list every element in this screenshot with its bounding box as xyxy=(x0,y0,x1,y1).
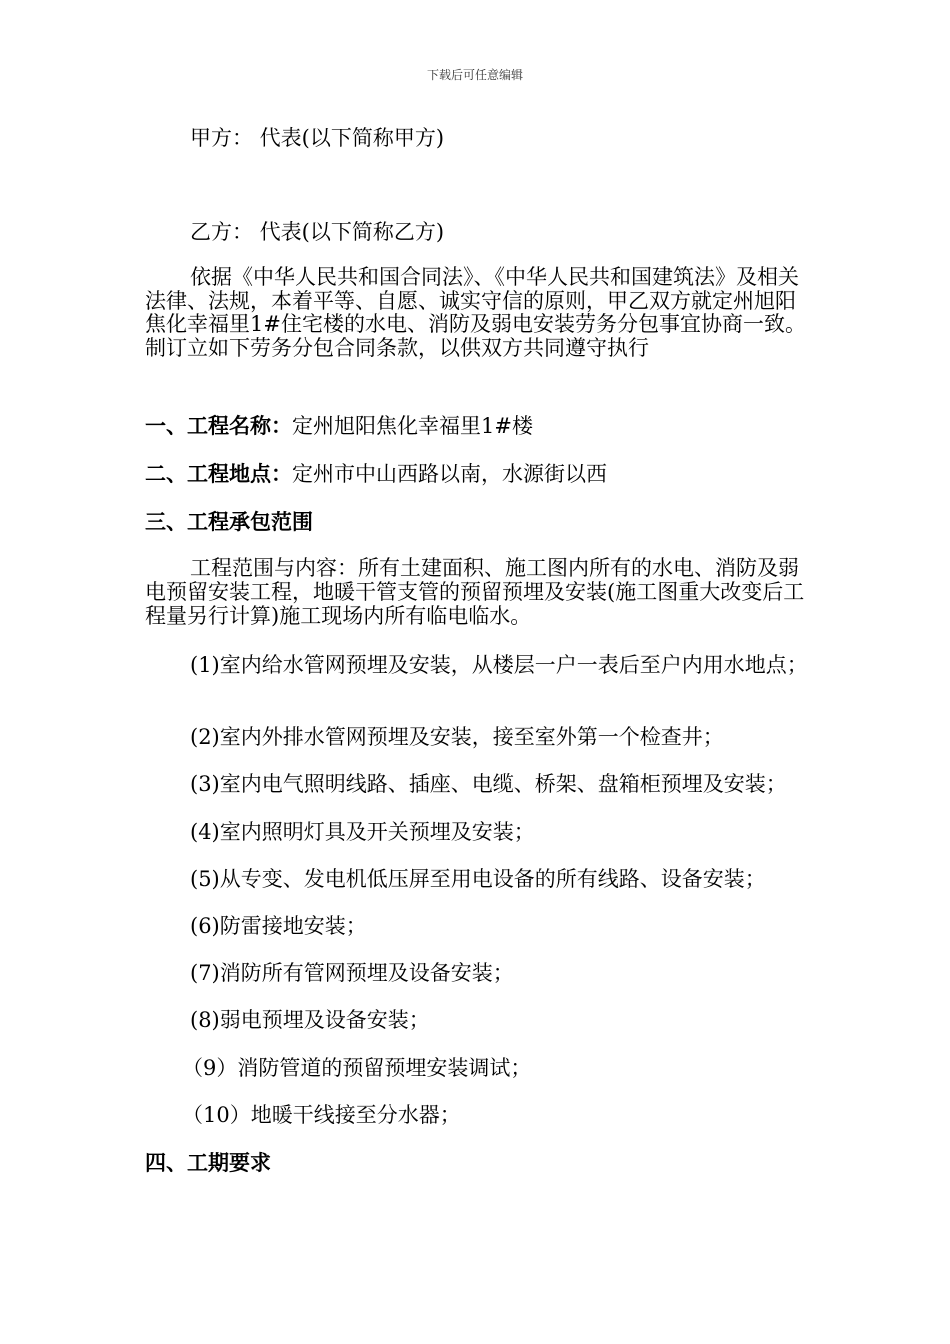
section-project-name-value: 定州旭阳焦化幸福里1#楼 xyxy=(292,414,533,438)
section-schedule-heading: 四、工期要求 xyxy=(145,1151,271,1175)
scope-item-5: (5)从专变、发电机低压屏至用电设备的所有线路、设备安装； xyxy=(190,867,766,891)
scope-item-6: (6)防雷接地安装； xyxy=(190,914,367,938)
scope-intro-paragraph: 工程范围与内容：所有土建面积、施工图内所有的水电、消防及弱电预留安装工程，地暖干管支管的预留预埋及安装(施工图重大改变后工程量另行计算)施工现场内所有临电临水。 xyxy=(145,556,805,628)
section-project-name xyxy=(145,414,825,438)
section-project-location-value: 定州市中山西路以南，水源街以西 xyxy=(292,462,607,486)
scope-item-1: (1)室内给水管网预埋及安装，从楼层一户一表后至户内用水地点； xyxy=(190,653,808,677)
scope-item-4: (4)室内照明灯具及开关预埋及安装； xyxy=(190,820,535,844)
scope-item-7: (7)消防所有管网预埋及设备安装； xyxy=(190,961,514,985)
scope-item-9: （9）消防管道的预留预埋安装调试； xyxy=(182,1056,532,1080)
party-b-line: 乙方： 代表(以下简称乙方) xyxy=(190,220,445,244)
section-project-name-label: 一、工程名称： xyxy=(145,414,292,438)
party-a-line: 甲方： 代表(以下简称甲方) xyxy=(190,126,445,150)
section-project-location xyxy=(145,462,825,486)
header-note: 下载后可任意编辑 xyxy=(426,68,523,82)
scope-item-2: (2)室内外排水管网预埋及安装，接至室外第一个检查井； xyxy=(190,725,724,749)
intro-paragraph: 依据《中华人民共和国合同法》、《中华人民共和国建筑法》及相关法律、法规，本着平等、自愿、诚实守信的原则，甲乙双方就定州旭阳焦化幸福里1#住宅楼的水电、消防及弱电安装劳务分包事宜协商一致。制订立如下劳务分包合同条款，以供双方共同遵守执行 xyxy=(145,265,806,360)
scope-item-8: (8)弱电预埋及设备安装； xyxy=(190,1008,430,1032)
scope-item-10: （10）地暖干线接至分水器； xyxy=(182,1103,461,1127)
section-scope-heading: 三、工程承包范围 xyxy=(145,510,313,534)
section-project-location-label: 二、工程地点： xyxy=(145,462,292,486)
scope-item-3: (3)室内电气照明线路、插座、电缆、桥架、盘箱柜预埋及安装； xyxy=(190,772,787,796)
